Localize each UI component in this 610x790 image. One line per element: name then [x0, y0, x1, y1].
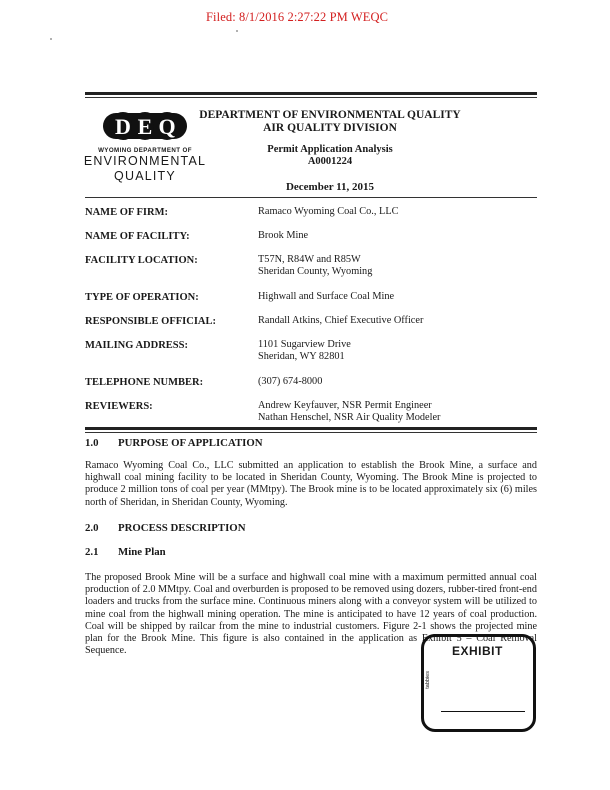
section-2-title: PROCESS DESCRIPTION	[118, 522, 246, 534]
fields-rule-thick	[85, 427, 537, 430]
agency-name	[80, 154, 210, 184]
agency-small: WYOMING DEPARTMENT OF	[98, 147, 192, 154]
dept-line2: AIR QUALITY DIVISION	[263, 122, 397, 134]
logo-letter-d: D	[115, 114, 131, 139]
phone-label: TELEPHONE NUMBER:	[85, 377, 204, 388]
phone-value: (307) 674-8000	[258, 376, 323, 387]
operation-label: TYPE OF OPERATION:	[85, 292, 199, 303]
facility-label: NAME OF FACILITY:	[85, 231, 190, 242]
exhibit-blank-line	[441, 711, 525, 712]
filed-stamp: Filed: 8/1/2016 2:27:22 PM WEQC	[206, 10, 389, 24]
section-1-heading	[85, 437, 263, 449]
address-line2: Sheridan, WY 82801	[258, 351, 345, 362]
reviewers-value	[258, 400, 440, 424]
fields-rule-thin	[85, 432, 537, 433]
date-rule	[85, 197, 537, 198]
facility-value: Brook Mine	[258, 230, 309, 241]
scan-speck	[50, 38, 52, 40]
section-2-1-heading	[85, 546, 166, 558]
section-2-1-title: Mine Plan	[118, 546, 166, 558]
location-value	[258, 254, 372, 278]
logo-letter-e: E	[137, 114, 153, 139]
permit-title: Permit Application Analysis	[267, 144, 393, 155]
permit-heading	[230, 144, 430, 168]
official-label: RESPONSIBLE OFFICIAL:	[85, 316, 216, 327]
location-label: FACILITY LOCATION:	[85, 255, 198, 266]
section-2-heading	[85, 522, 246, 534]
exhibit-title: EXHIBIT	[452, 644, 503, 658]
reviewer-2: Nathan Henschel, NSR Air Quality Modeler	[258, 412, 441, 423]
section-2-1-text: The proposed Brook Mine will be a surface and highwall coal mine with a maximum permitted annual coal production of 2.0 MMtpy. Coal and overburden is proposed to be removed using dozers, rubber-tired front-end loaders and trucks from the surface mine. Continuous miners along with a conveyor system will be utilized to mine coal from the highwall mining operation. The mine is anticipated to have 12 years of coal production. Coal will be shipped by railcar from the mine to industrial customers. Figure 2-1 shows the projected mine plan for the Brook Mine. This figure is also contained in the application as Exhibit 5 – Coal Removal Sequence.	[85, 572, 537, 657]
dept-line1: DEPARTMENT OF ENVIRONMENTAL QUALITY	[199, 109, 461, 121]
firm-value: Ramaco Wyoming Coal Co., LLC	[258, 206, 399, 217]
header-rule-thin	[85, 97, 537, 98]
logo-letter-q: Q	[158, 114, 176, 139]
permit-number: A0001224	[307, 156, 353, 167]
section-1-title: PURPOSE OF APPLICATION	[118, 437, 263, 449]
exhibit-sticker	[421, 634, 536, 732]
scan-speck	[236, 30, 238, 32]
address-label: MAILING ADDRESS:	[85, 340, 188, 351]
address-value	[258, 339, 351, 363]
location-line2: Sheridan County, Wyoming	[258, 266, 373, 277]
official-value: Randall Atkins, Chief Executive Officer	[258, 315, 424, 326]
department-title	[190, 109, 470, 135]
deq-logo	[103, 109, 187, 148]
document-date: December 11, 2015	[285, 181, 375, 193]
agency-line2: QUALITY	[114, 169, 176, 183]
firm-label: NAME OF FIRM:	[85, 207, 169, 218]
section-1-number: 1.0	[85, 437, 99, 449]
section-1-text: Ramaco Wyoming Coal Co., LLC submitted an application to establish the Brook Mine, a surface and highwall coal mining facility to be located in Sheridan County, Wyoming. The Brook Mine is projected to produce 2 million tons of coal per year (MMtpy). The Brook mine is to be located approximately six (6) miles north of Sheridan, in Sheridan County, Wyoming.	[85, 460, 537, 508]
header-rule-thick	[85, 92, 537, 95]
exhibit-brand: tabbies	[425, 671, 431, 689]
reviewers-label: REVIEWERS:	[85, 401, 153, 412]
operation-value: Highwall and Surface Coal Mine	[258, 291, 395, 302]
agency-line1: ENVIRONMENTAL	[83, 154, 207, 168]
section-2-number: 2.0	[85, 522, 99, 534]
deq-logo-graphic	[103, 109, 187, 143]
location-line1: T57N, R84W and R85W	[258, 254, 361, 265]
address-line1: 1101 Sugarview Drive	[258, 339, 351, 350]
section-2-1-number: 2.1	[85, 546, 99, 558]
reviewer-1: Andrew Keyfauver, NSR Permit Engineer	[258, 400, 432, 411]
